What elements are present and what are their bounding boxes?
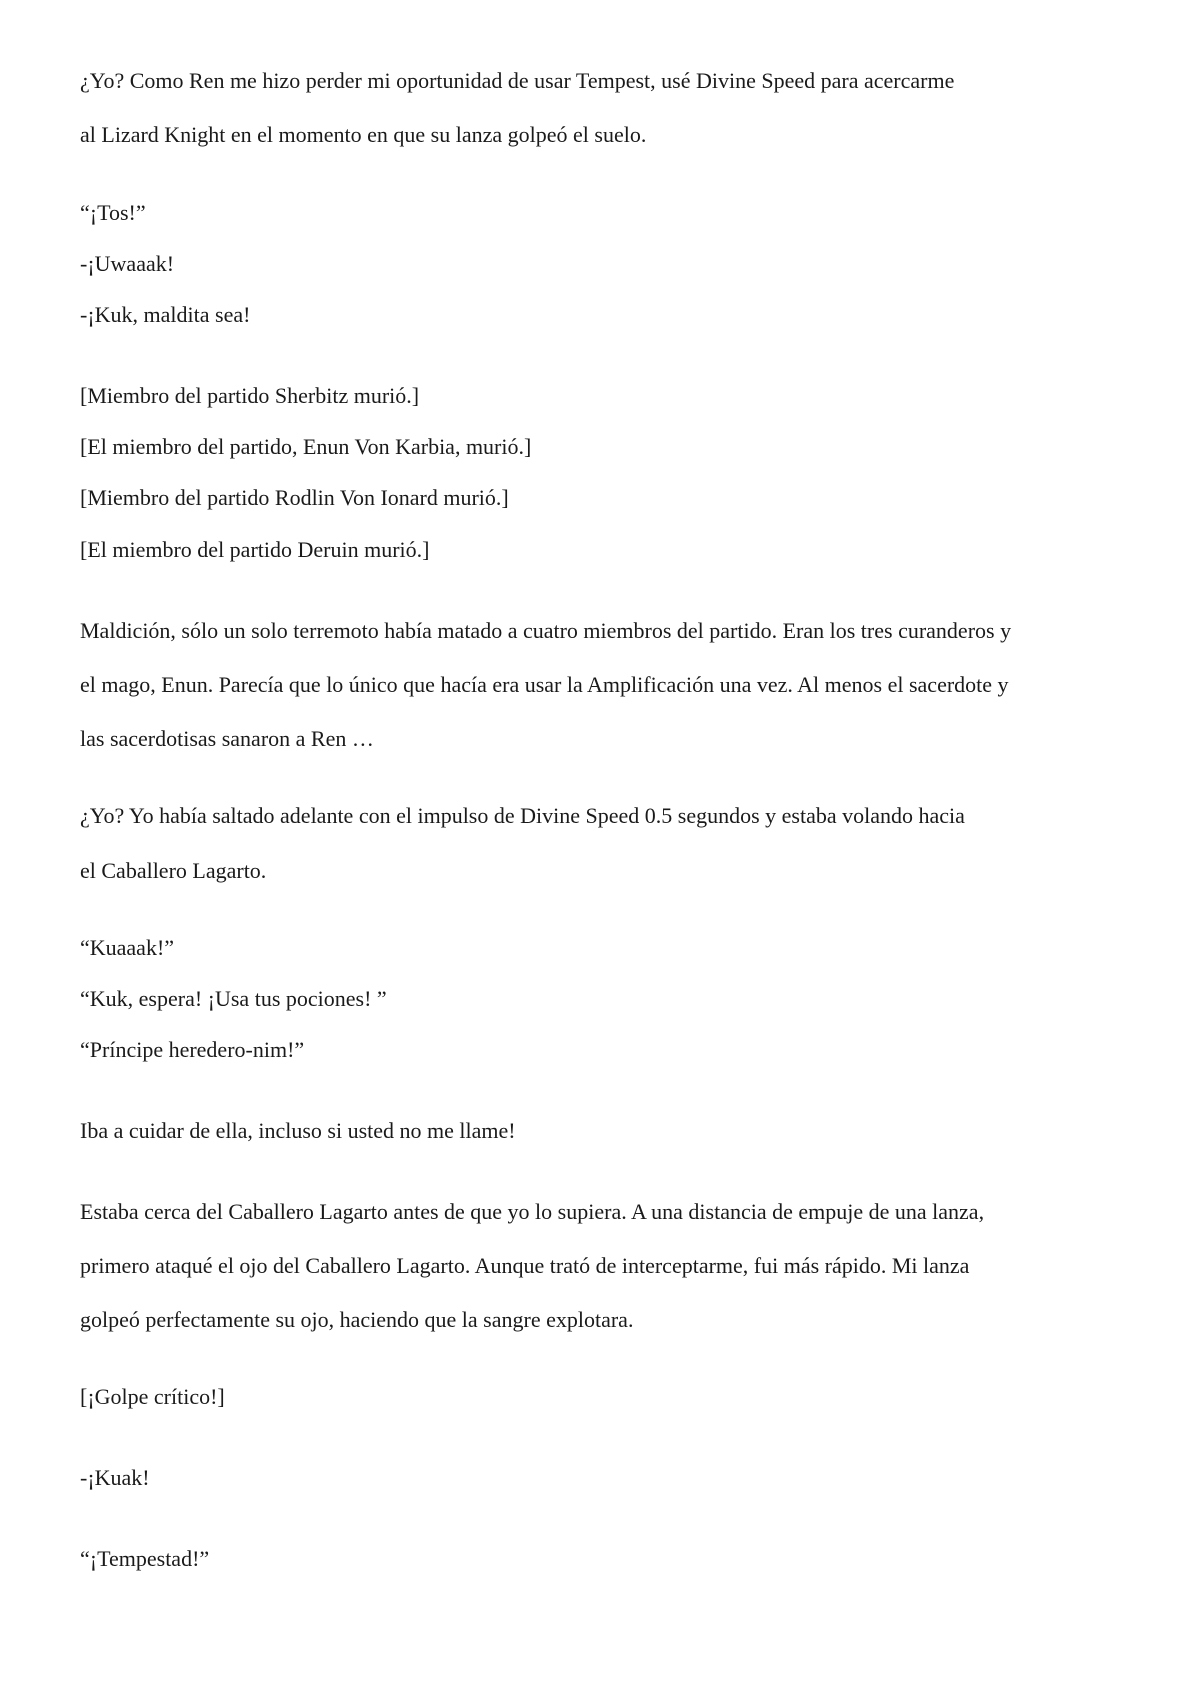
paragraph-line: ¿Yo? Como Ren me hizo perder mi oportunidad de usar Tempest, usé Divine Speed para acercarme	[80, 68, 955, 93]
system-message-line: [El miembro del partido, Enun Von Karbia, murió.]	[80, 434, 532, 459]
paragraph-line: Iba a cuidar de ella, incluso si usted no me llame!	[80, 1118, 516, 1143]
dialogue-line: -¡Kuk, maldita sea!	[80, 302, 251, 327]
system-message-line: [¡Golpe crítico!]	[80, 1384, 225, 1409]
dialogue-line: -¡Uwaaak!	[80, 251, 175, 276]
paragraph-line: el Caballero Lagarto.	[80, 858, 267, 883]
paragraph-line: golpeó perfectamente su ojo, haciendo que la sangre explotara.	[80, 1307, 634, 1332]
paragraph-line: las sacerdotisas sanaron a Ren …	[80, 726, 374, 751]
paragraph-line: Estaba cerca del Caballero Lagarto antes de que yo lo supiera. A una distancia de empuje de una lanza,	[80, 1199, 985, 1224]
dialogue-line: “¡Tos!”	[80, 200, 146, 225]
system-message-line: [Miembro del partido Sherbitz murió.]	[80, 383, 420, 408]
paragraph-line: primero ataqué el ojo del Caballero Lagarto. Aunque trató de interceptarme, fui más rápido. Mi lanza	[80, 1253, 970, 1278]
paragraph-line: Maldición, sólo un solo terremoto había matado a cuatro miembros del partido. Eran los tres curanderos y	[80, 618, 1012, 643]
paragraph-line: al Lizard Knight en el momento en que su lanza golpeó el suelo.	[80, 122, 647, 147]
paragraph-line: el mago, Enun. Parecía que lo único que hacía era usar la Amplificación una vez. Al menos el sacerdote y	[80, 672, 1009, 697]
dialogue-line: “Príncipe heredero-nim!”	[80, 1037, 305, 1062]
dialogue-line: “Kuaaak!”	[80, 935, 175, 960]
dialogue-line: -¡Kuak!	[80, 1465, 150, 1490]
system-message-line: [Miembro del partido Rodlin Von Ionard murió.]	[80, 485, 509, 510]
dialogue-line: “¡Tempestad!”	[80, 1546, 210, 1571]
dialogue-line: “Kuk, espera! ¡Usa tus pociones! ”	[80, 986, 387, 1011]
paragraph-line: ¿Yo? Yo había saltado adelante con el impulso de Divine Speed 0.5 segundos y estaba volando hacia	[80, 803, 965, 828]
system-message-line: [El miembro del partido Deruin murió.]	[80, 537, 430, 562]
